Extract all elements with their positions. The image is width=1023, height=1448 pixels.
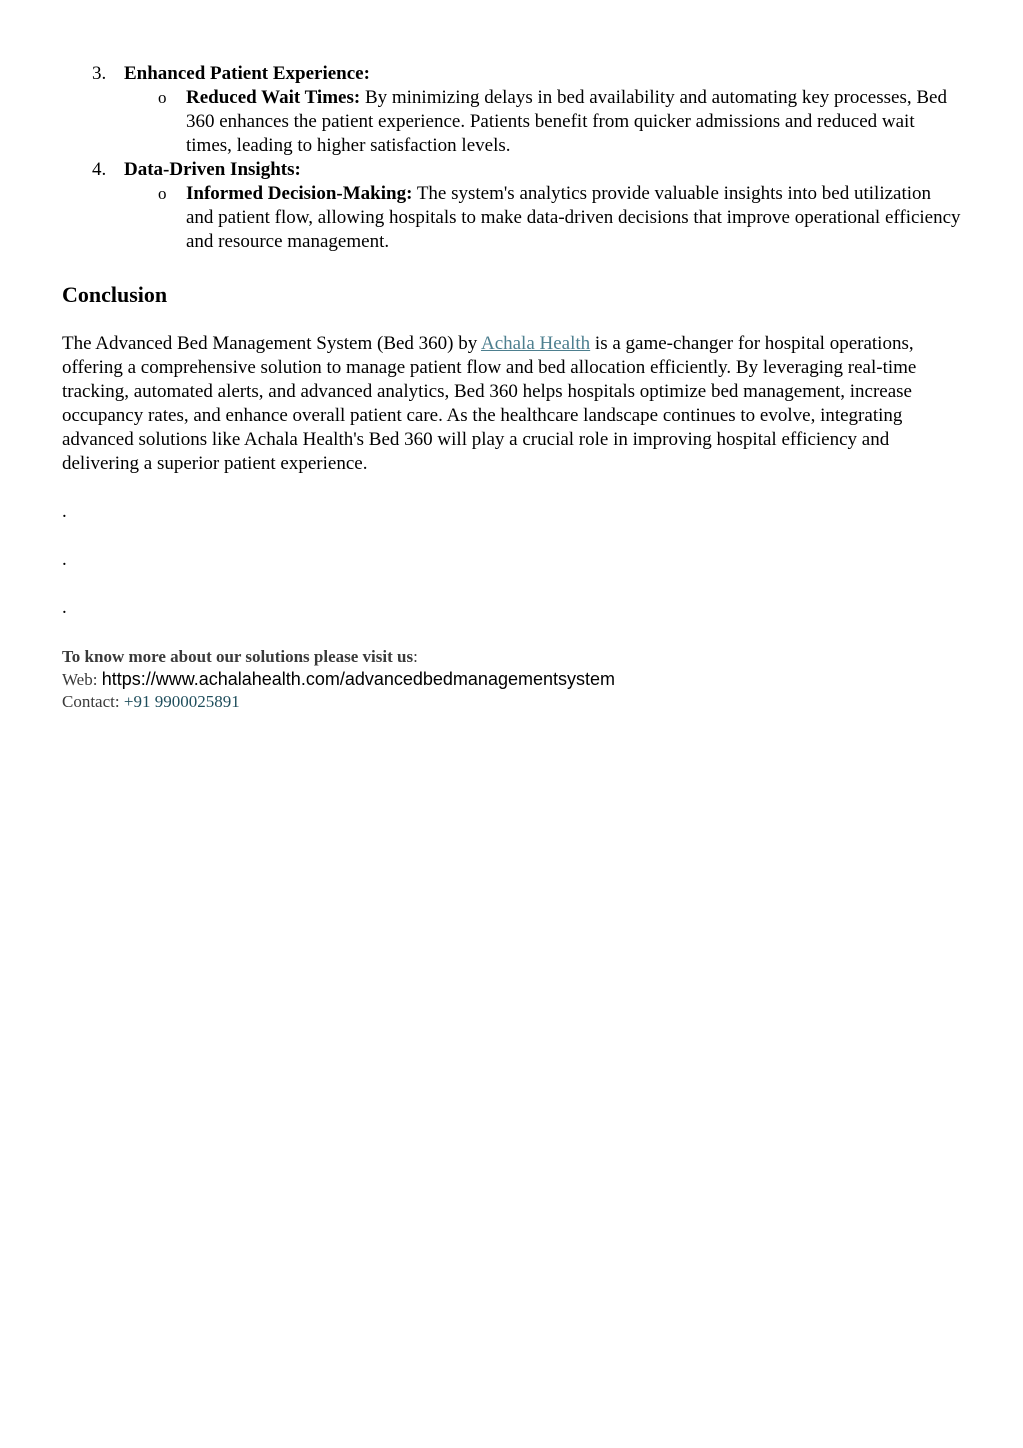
conclusion-text-start: The Advanced Bed Management System (Bed 360) by <box>62 333 481 354</box>
sub-item-text: By minimizing delays in bed availability and automating key processes, Bed 360 enhances the patient experience. Patients benefit from quicker admissions and reduced wait times, leading to higher satisfaction levels. <box>186 87 947 156</box>
sub-item-text: The system's analytics provide valuable insights into bed utilization and patient flow, allowing hospitals to make data-driven decisions that improve operational efficiency and resource management. <box>186 183 961 252</box>
list-number: 4. <box>92 159 107 180</box>
contact-footer <box>62 646 962 713</box>
web-url-link[interactable]: https://www.achalahealth.com/advancedbedmanagementsystem <box>101 669 615 689</box>
list-item-title: Enhanced Patient Experience: <box>124 63 370 84</box>
contact-label: Contact: <box>62 692 124 711</box>
sub-list-item <box>158 86 962 158</box>
conclusion-paragraph <box>62 332 952 476</box>
separator-dot: . <box>62 597 67 618</box>
document-page <box>62 62 962 713</box>
bullet-icon: o <box>158 184 167 203</box>
conclusion-text-end: is a game-changer for hospital operations, offering a comprehensive solution to manage patient flow and bed allocation efficiently. By leveraging real-time tracking, automated alerts, and advanced analytics, Bed 360 helps hospitals optimize bed management, increase occupancy rates, and enhance overall patient care. As the healthcare landscape continues to evolve, integrating advanced solutions like Achala Health's Bed 360 will play a crucial role in improving hospital efficiency and delivering a superior patient experience. <box>62 333 917 474</box>
contact-line <box>62 691 962 713</box>
separator-dot: . <box>62 549 67 570</box>
footer-heading-text: To know more about our solutions please visit us <box>62 647 414 666</box>
sub-list-item <box>158 182 962 254</box>
sub-item-heading: Informed Decision-Making: <box>186 183 413 204</box>
list-number: 3. <box>92 63 107 84</box>
bullet-icon: o <box>158 88 167 107</box>
contact-phone-link[interactable]: +91 9900025891 <box>123 692 240 711</box>
web-line <box>62 668 962 691</box>
footer-heading-colon: : <box>413 647 418 666</box>
footer-heading <box>62 646 962 668</box>
list-item-enhanced-patient-experience <box>62 62 962 158</box>
achala-health-link[interactable]: Achala Health <box>480 333 591 354</box>
list-item-data-driven-insights <box>62 158 962 254</box>
conclusion-heading: Conclusion <box>62 282 168 307</box>
list-item-title: Data-Driven Insights: <box>124 159 301 180</box>
separator-dot: . <box>62 501 67 522</box>
sub-item-heading: Reduced Wait Times: <box>186 87 361 108</box>
web-label: Web: <box>62 670 102 689</box>
